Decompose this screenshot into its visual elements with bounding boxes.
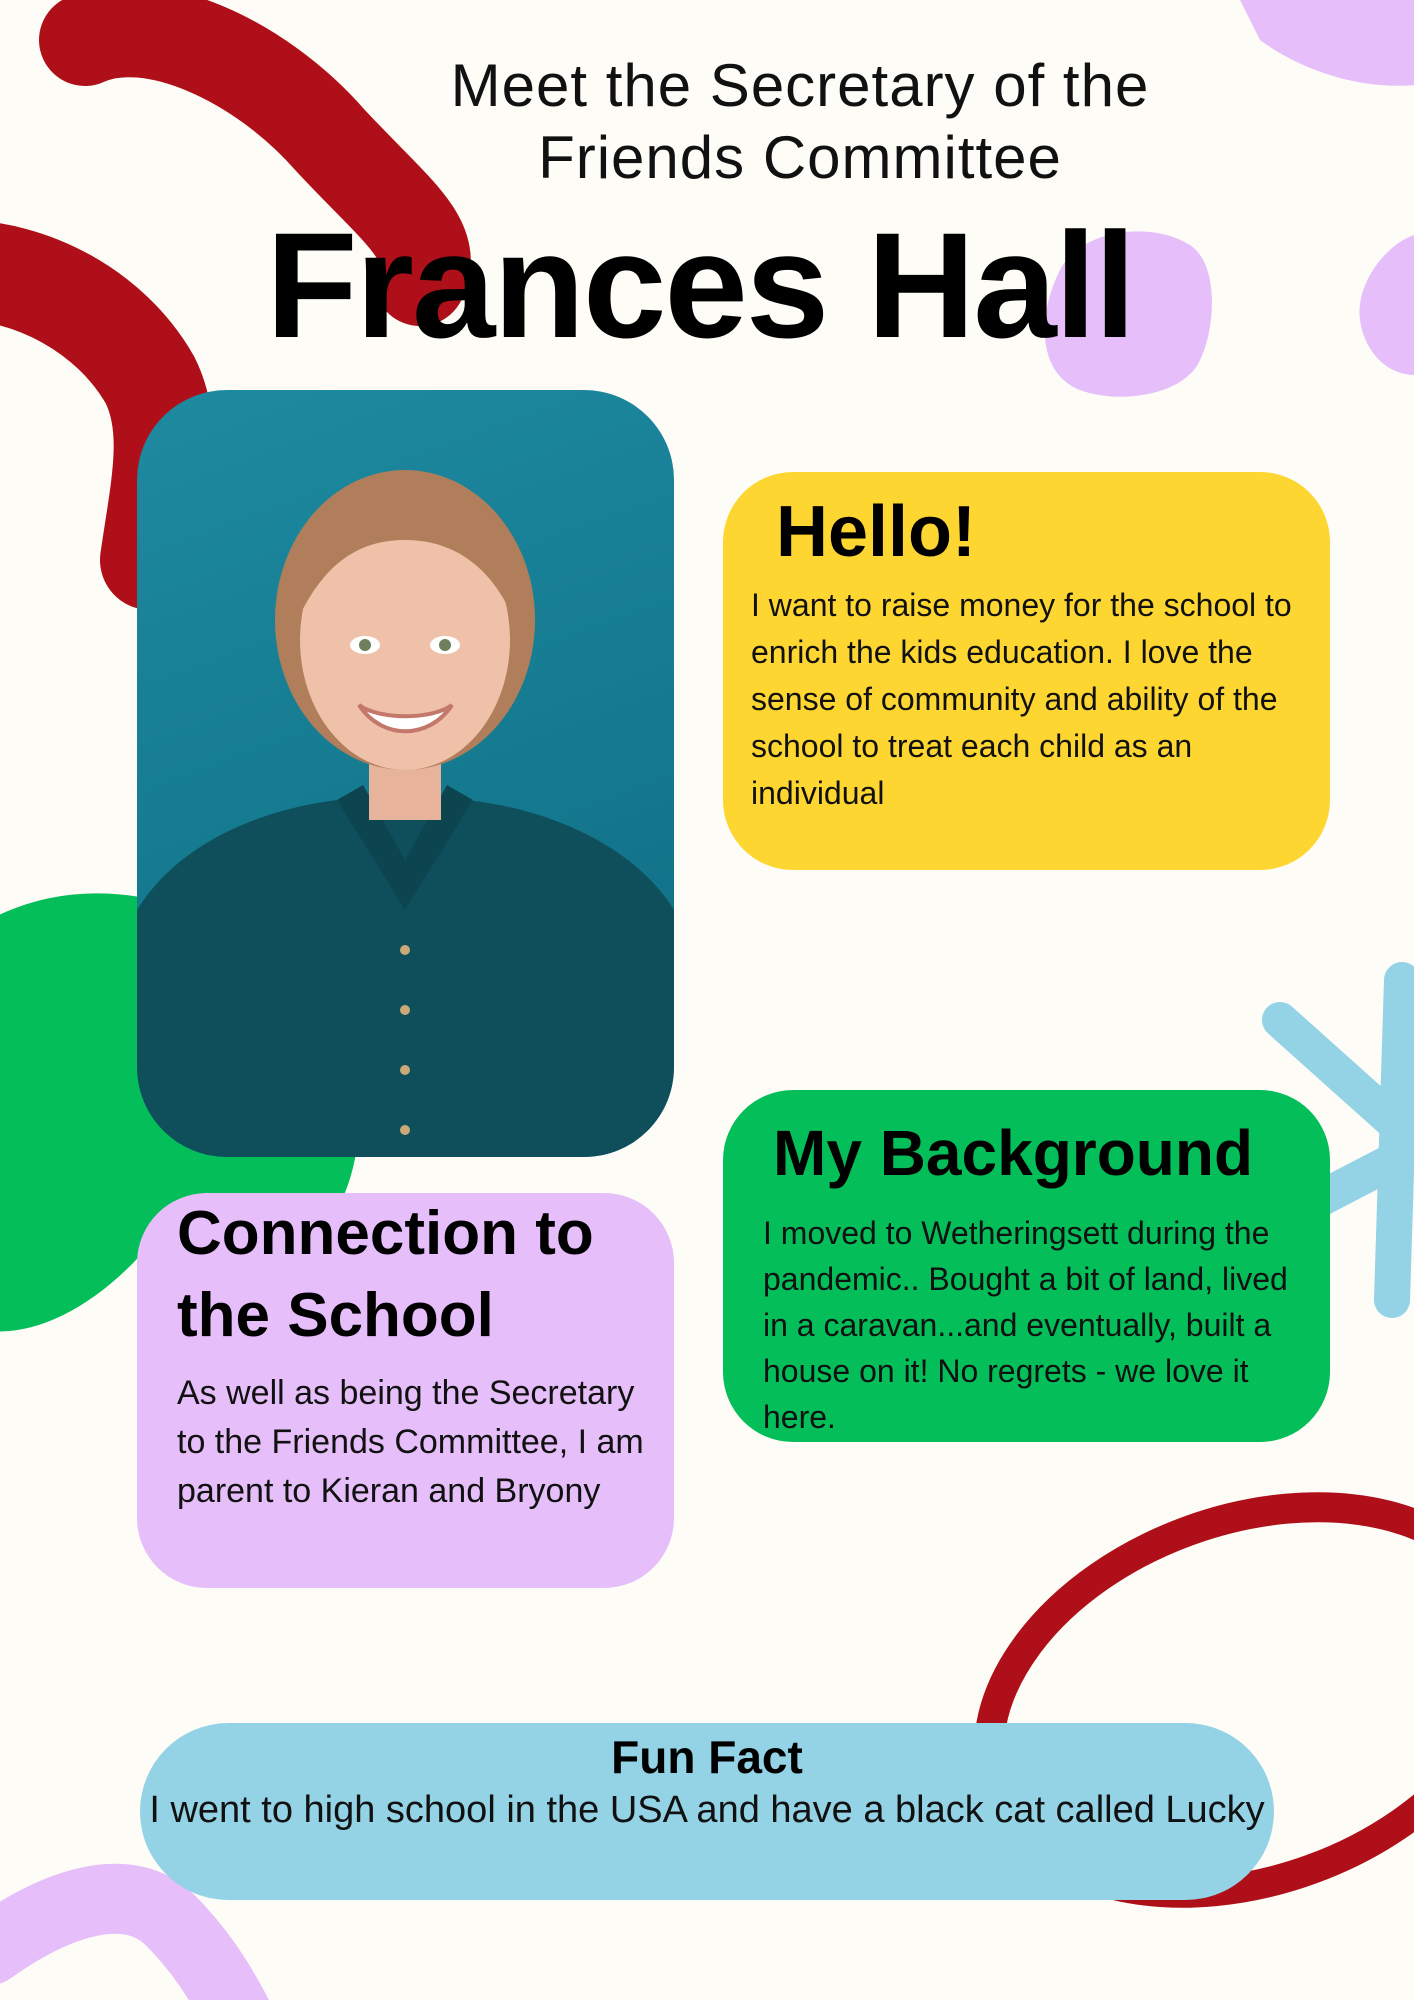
portrait-button xyxy=(400,1005,410,1015)
lilac-blob-right-edge xyxy=(1359,235,1414,375)
portrait-illustration xyxy=(137,390,674,1157)
person-name: Frances Hall xyxy=(265,201,1135,369)
portrait-blouse xyxy=(137,800,674,1157)
subtitle-line-2: Friends Committee xyxy=(538,124,1062,191)
fun-fact-body: I went to high school in the USA and have a black cat called Lucky xyxy=(149,1789,1265,1831)
fun-fact-heading: Fun Fact xyxy=(611,1731,803,1783)
lilac-squiggle-bottom-left xyxy=(0,1899,250,2000)
background-body: I moved to Wetheringsett during the pandemic.. Bought a bit of land, lived in a caravan...and eventually, built a house on it! No regrets - we love it here. xyxy=(763,1215,1288,1435)
connection-heading xyxy=(177,1193,664,1357)
background-card xyxy=(723,1090,1330,1442)
portrait-button xyxy=(400,1125,410,1135)
portrait-pupil-right xyxy=(439,639,451,651)
fun-fact-card xyxy=(140,1723,1274,1900)
portrait-button xyxy=(400,945,410,955)
connection-card xyxy=(137,1193,674,1588)
portrait-photo xyxy=(137,390,674,1157)
background-heading: My Background xyxy=(773,1117,1254,1189)
subtitle-line-1: Meet the Secretary of the xyxy=(450,52,1150,119)
connection-heading-line-2: the School xyxy=(177,1281,494,1350)
portrait-button xyxy=(400,1065,410,1075)
hello-card xyxy=(723,472,1330,870)
portrait-pupil-left xyxy=(359,639,371,651)
connection-heading-line-1: Connection to xyxy=(177,1199,594,1268)
hello-body: I want to raise money for the school to enrich the kids education. I love the sense of community and ability of the school to treat each child as an individual xyxy=(751,587,1292,811)
hello-heading: Hello! xyxy=(776,492,977,572)
page-subtitle xyxy=(300,50,1300,194)
connection-body: As well as being the Secretary to the Friends Committee, I am parent to Kieran and Bryony xyxy=(177,1374,644,1510)
